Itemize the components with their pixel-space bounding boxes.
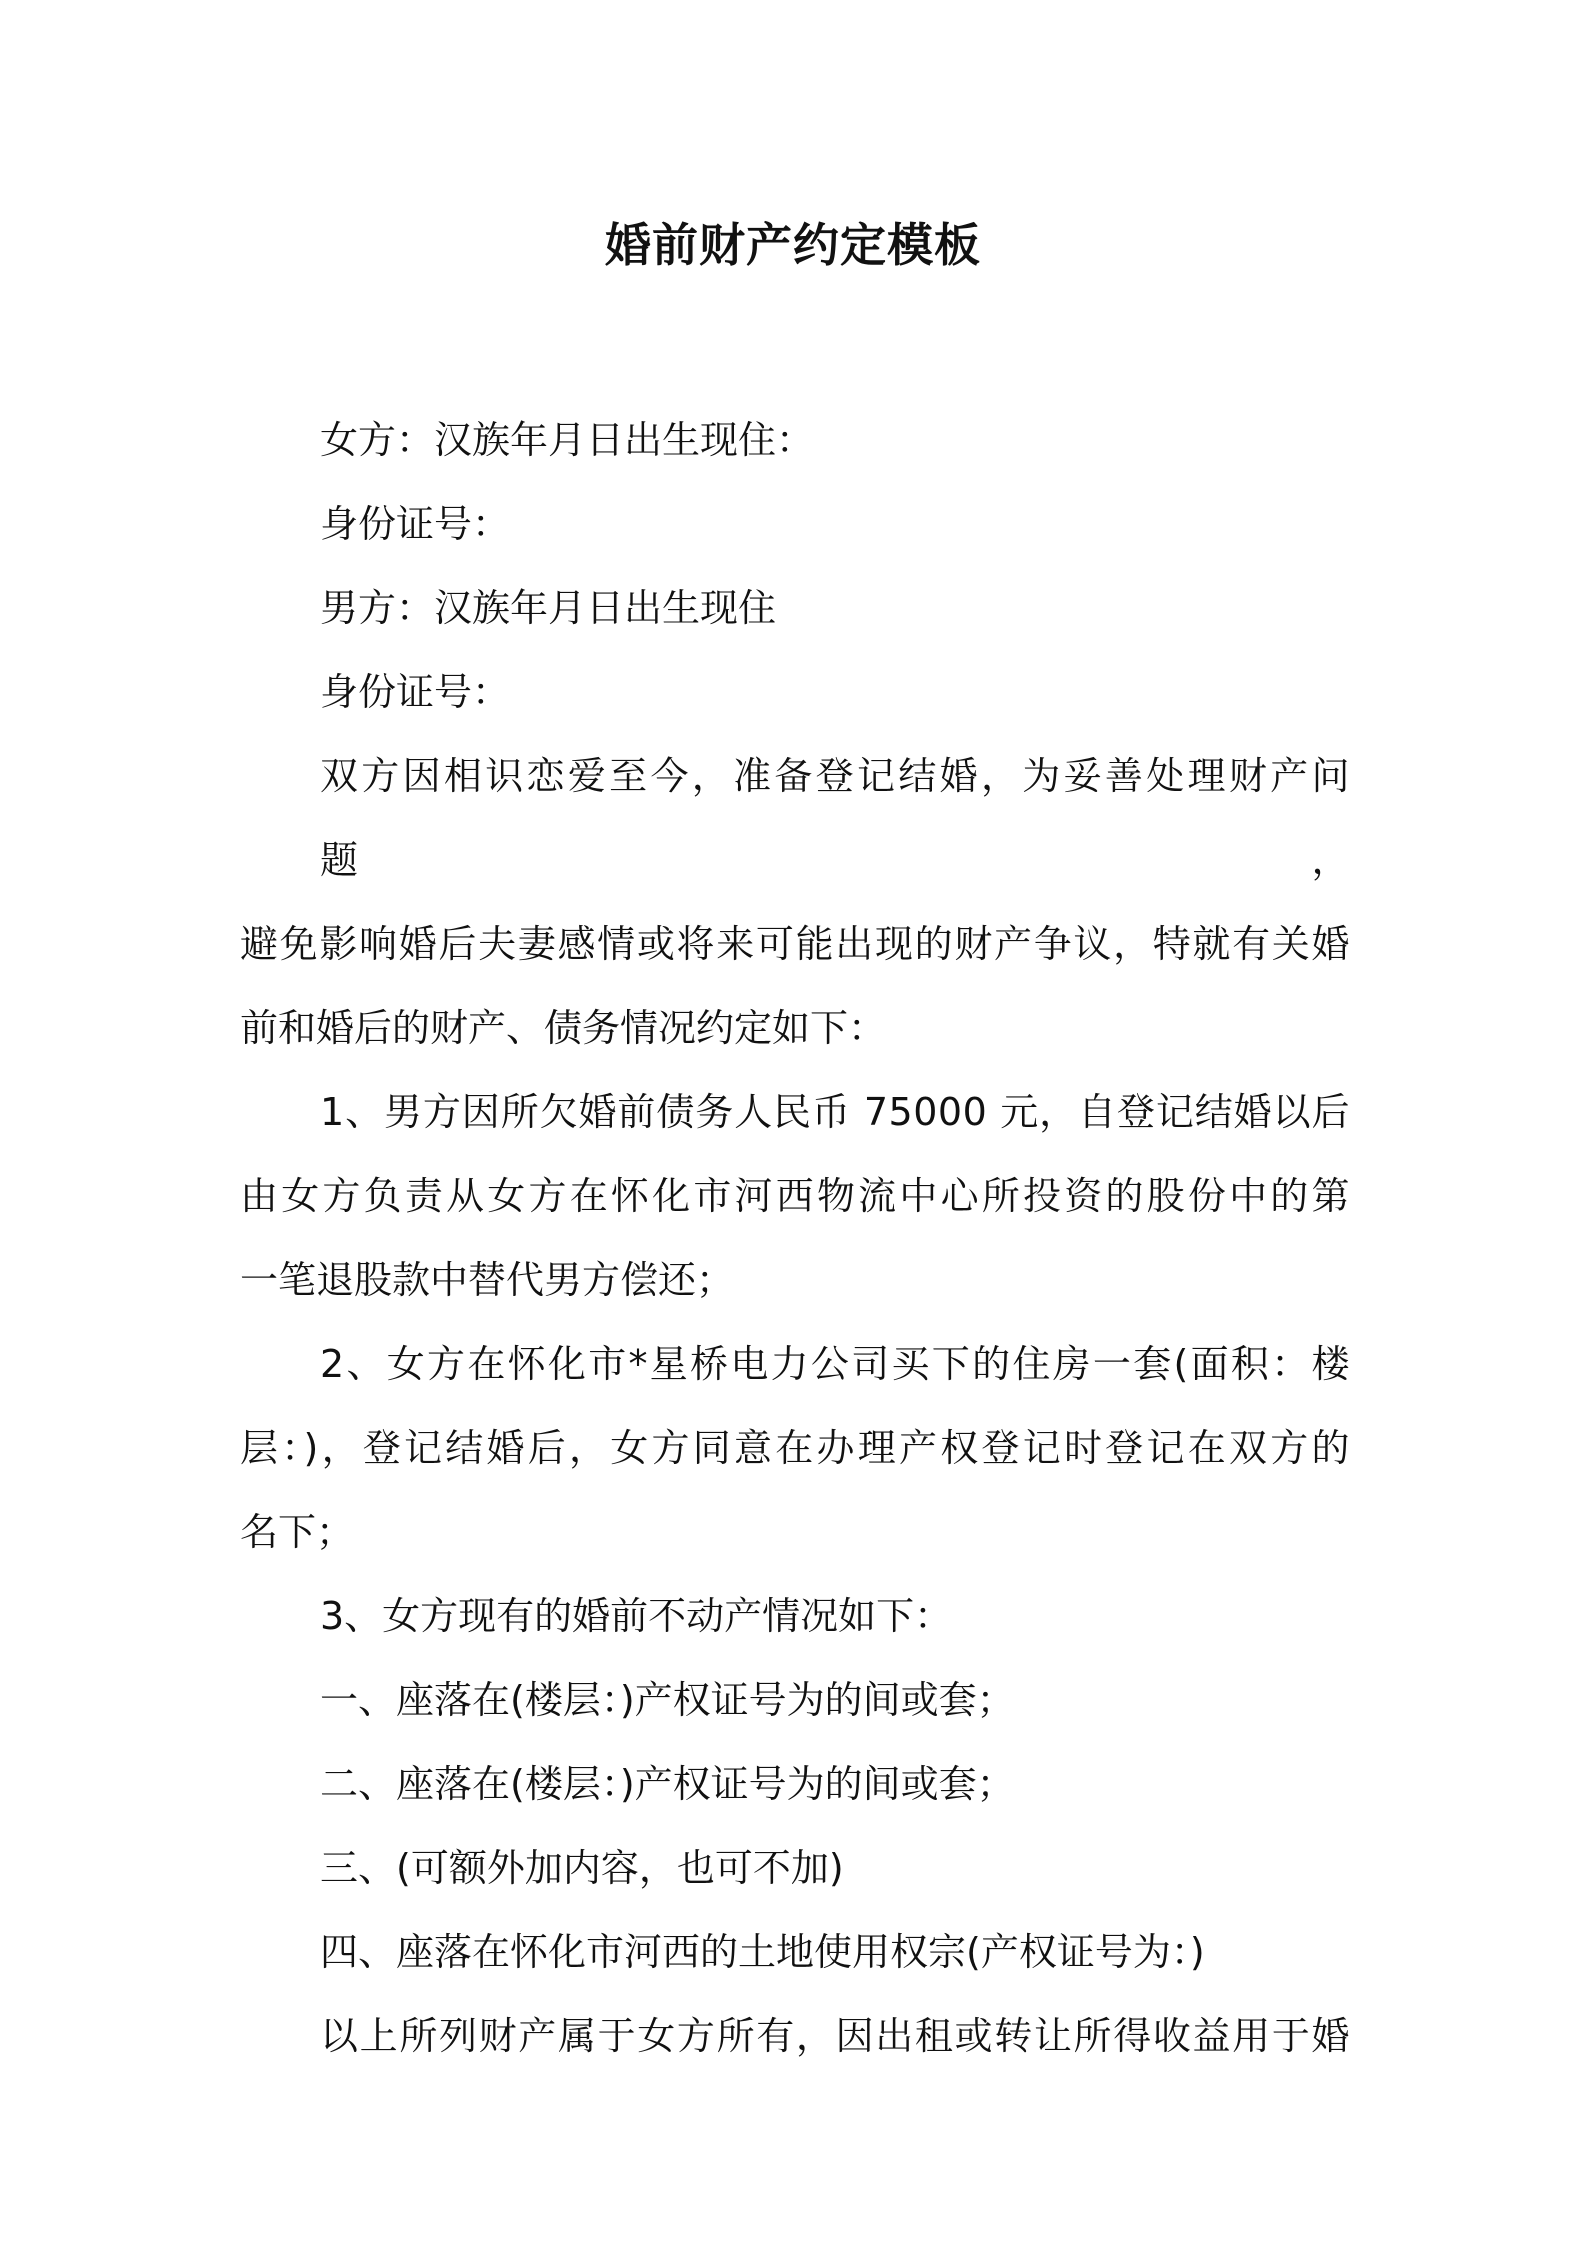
preamble-line-3: 前和婚后的财产、债务情况约定如下： xyxy=(240,1006,887,1050)
document-body xyxy=(240,398,1350,2078)
preamble-line-1: 双方因相识恋爱至今，准备登记结婚，为妥善处理财产问题， xyxy=(320,754,1350,882)
male-id-line: 身份证号： xyxy=(320,670,511,714)
clause-1-line-2: 由女方负责从女方在怀化市河西物流中心所投资的股份中的第 xyxy=(240,1174,1350,1218)
clause-3-heading: 3、女方现有的婚前不动产情况如下： xyxy=(320,1594,953,1638)
property-item-4: 四、座落在怀化市河西的土地使用权宗(产权证号为：) xyxy=(320,1930,1205,1974)
clause-2-line-3: 名下； xyxy=(240,1510,355,1554)
clause-2-line-2: 层：)，登记结婚后，女方同意在办理产权登记时登记在双方的 xyxy=(240,1426,1350,1470)
party-male-line: 男方：汉族年月日出生现住 xyxy=(320,586,777,630)
female-id-line: 身份证号： xyxy=(320,502,511,546)
clause-1-line-3: 一笔退股款中替代男方偿还； xyxy=(240,1258,735,1302)
document-title: 婚前财产约定模板 xyxy=(605,218,981,272)
property-item-3: 三、(可额外加内容，也可不加) xyxy=(320,1846,844,1890)
clause-1-line-1: 1、男方因所欠婚前债务人民币 75000 元，自登记结婚以后 xyxy=(320,1090,1350,1134)
preamble-line-2: 避免影响婚后夫妻感情或将来可能出现的财产争议，特就有关婚 xyxy=(240,922,1350,966)
party-female-line: 女方：汉族年月日出生现住： xyxy=(320,418,815,462)
clause-2-line-1: 2、女方在怀化市*星桥电力公司买下的住房一套(面积：楼 xyxy=(320,1342,1350,1386)
property-summary-line: 以上所列财产属于女方所有，因出租或转让所得收益用于婚 xyxy=(320,2014,1350,2058)
property-item-1: 一、座落在(楼层：)产权证号为的间或套； xyxy=(320,1678,1015,1722)
property-item-2: 二、座落在(楼层：)产权证号为的间或套； xyxy=(320,1762,1015,1806)
